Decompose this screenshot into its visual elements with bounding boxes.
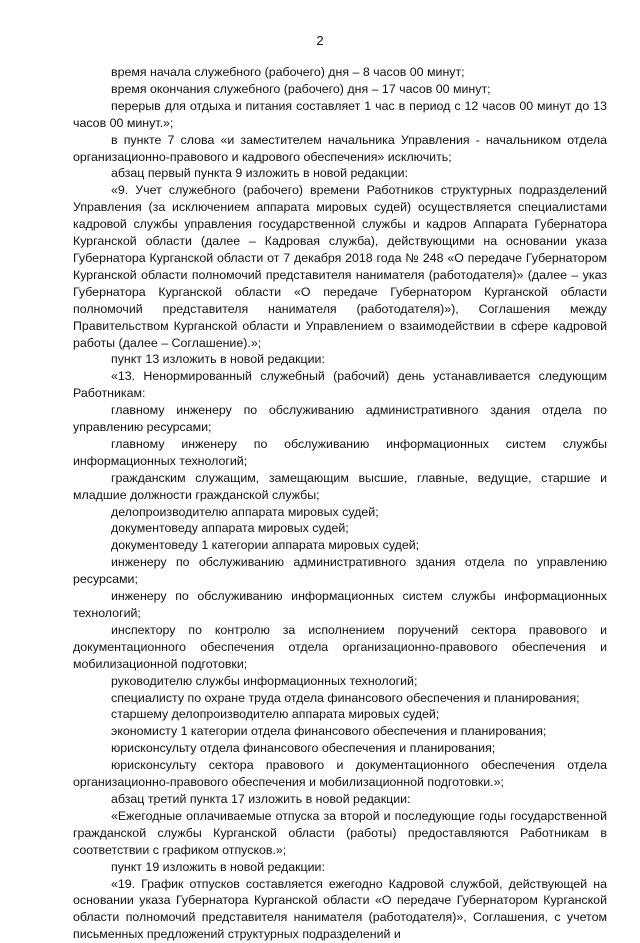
paragraph: главному инженеру по обслуживанию информационных систем службы информационных технологий;: [73, 436, 607, 470]
paragraph: в пункте 7 слова «и заместителем начальника Управления - начальником отдела организационно-правового и кадрового обеспечения» исключить;: [73, 132, 607, 166]
paragraph: абзац первый пункта 9 изложить в новой редакции:: [73, 165, 607, 182]
paragraph: время окончания служебного (рабочего) дня – 17 часов 00 минут;: [73, 81, 607, 98]
paragraph: старшему делопроизводителю аппарата мировых судей;: [73, 706, 607, 723]
paragraph: «9. Учет служебного (рабочего) времени Работников структурных подразделений Управления (за исключением аппарата мировых судей) осуществляется специалистами кадровой службы управления государственной службы и кадров Аппарата Губернатора Курганской области (далее – Кадровая служба), действующими на основании указа Губернатора Курганской области от 7 декабря 2018 года № 248 «О передаче Губернатором Курганской области полномочий представителя нанимателя (работодателя)» (далее – указ Губернатора Курганской области «О передаче Губернатором Курганской области полномочий представителя нанимателя (работодателя)»), Соглашения между Правительством Курганской области и Управлением о взаимодействии в сфере кадровой работы (далее – Соглашение).»;: [73, 182, 607, 351]
page-number: 2: [0, 33, 640, 50]
paragraph: руководителю службы информационных технологий;: [73, 673, 607, 690]
paragraph: инспектору по контролю за исполнением поручений сектора правового и документационного обеспечения отдела организационно-правового обеспечения и мобилизационной подготовки;: [73, 622, 607, 673]
paragraph: инженеру по обслуживанию информационных систем службы информационных технологий;: [73, 588, 607, 622]
paragraph: «19. График отпусков составляется ежегодно Кадровой службой, действующей на основании указа Губернатора Курганской области «О передаче Губернатором Курганской области полномочий представителя нанимателя (работодателя)», Соглашения, с учетом письменных предложений структурных подразделений и: [73, 876, 607, 943]
paragraph: главному инженеру по обслуживанию административного здания отдела по управлению ресурсами;: [73, 402, 607, 436]
document-body: [73, 64, 607, 943]
paragraph: время начала служебного (рабочего) дня – 8 часов 00 минут;: [73, 64, 607, 81]
paragraph: инженеру по обслуживанию административного здания отдела по управлению ресурсами;: [73, 554, 607, 588]
paragraph: пункт 13 изложить в новой редакции:: [73, 351, 607, 368]
paragraph: экономисту 1 категории отдела финансового обеспечения и планирования;: [73, 723, 607, 740]
paragraph: документоведу 1 категории аппарата мировых судей;: [73, 537, 607, 554]
paragraph: специалисту по охране труда отдела финансового обеспечения и планирования;: [73, 690, 607, 707]
paragraph: юрисконсульту сектора правового и документационного обеспечения отдела организационно-правового обеспечения и мобилизационной подготовки.»;: [73, 757, 607, 791]
paragraph: пункт 19 изложить в новой редакции:: [73, 859, 607, 876]
paragraph: гражданским служащим, замещающим высшие, главные, ведущие, старшие и младшие должности гражданской службы;: [73, 470, 607, 504]
paragraph: документоведу аппарата мировых судей;: [73, 520, 607, 537]
paragraph: юрисконсульту отдела финансового обеспечения и планирования;: [73, 740, 607, 757]
paragraph: абзац третий пункта 17 изложить в новой редакции:: [73, 791, 607, 808]
paragraph: «Ежегодные оплачиваемые отпуска за второй и последующие годы государственной гражданской службы Курганской области (работы) предоставляются Работникам в соответствии с графиком отпусков.»;: [73, 808, 607, 859]
paragraph: «13. Ненормированный служебный (рабочий) день устанавливается следующим Работникам:: [73, 368, 607, 402]
paragraph: перерыв для отдыха и питания составляет 1 час в период с 12 часов 00 минут до 13 часов 00 минут.»;: [73, 98, 607, 132]
paragraph: делопроизводителю аппарата мировых судей;: [73, 504, 607, 521]
